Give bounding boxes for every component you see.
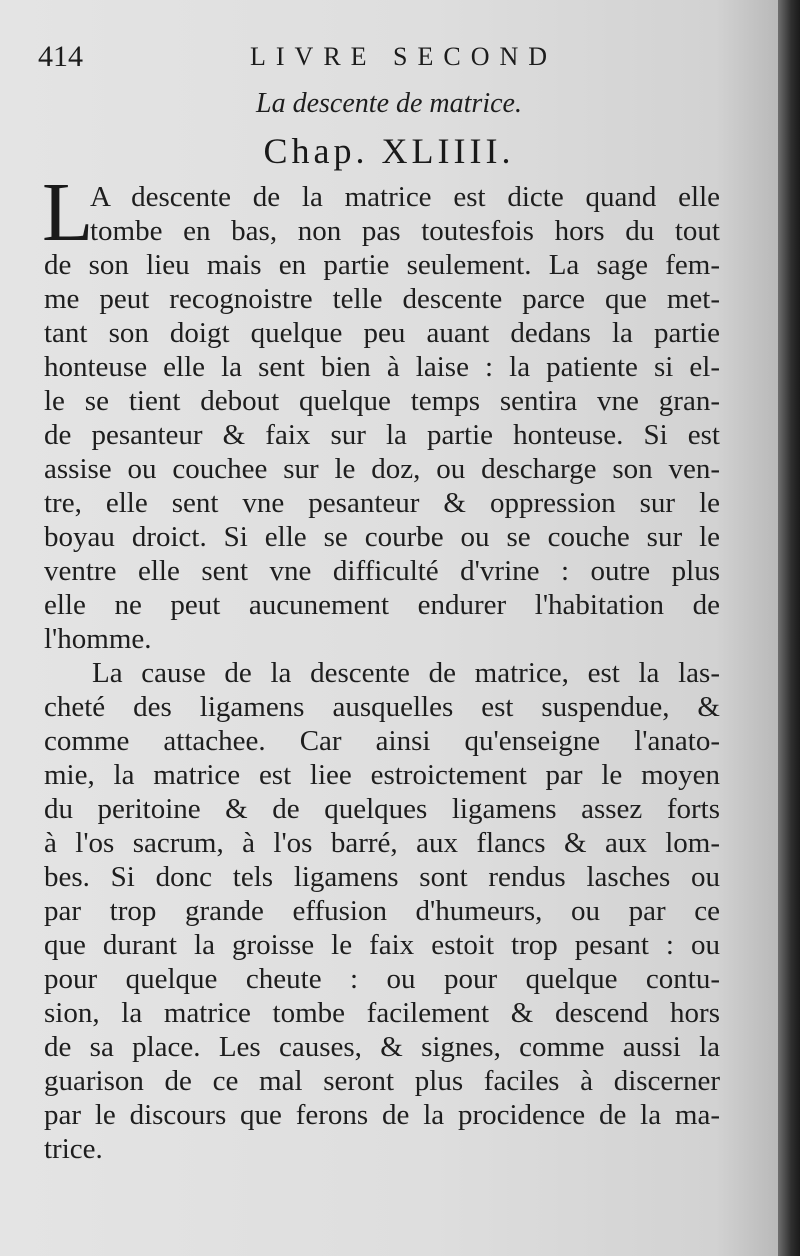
text-line: l'homme.	[44, 623, 152, 655]
text-line: me peut recognoistre telle descente parce que met-	[44, 283, 720, 315]
chapter-subtitle: La descente de matrice.	[256, 88, 522, 119]
text-line: honteuse elle la sent bien à laise : la patiente si el-	[44, 351, 720, 383]
book-title: LIVRE SECOND	[250, 42, 558, 71]
chapter-heading: Chap. XLIIII.	[263, 131, 515, 171]
text-line: assise ou couchee sur le doz, ou descharge son ven-	[44, 453, 720, 485]
text-line: par le discours que ferons de la procidence de la ma-	[44, 1099, 720, 1131]
book-spine-edge	[778, 0, 800, 1256]
text-line: tre, elle sent vne pesanteur & oppression sur le	[44, 487, 720, 519]
paragraph-1	[42, 166, 720, 656]
text-line: La cause de la descente de matrice, est la las-	[92, 657, 720, 689]
text-line: par trop grande effusion d'humeurs, ou par ce	[44, 895, 720, 927]
text-line: A descente de la matrice est dicte quand elle	[90, 181, 720, 213]
body-text	[42, 166, 720, 1166]
paragraph-2	[44, 656, 720, 1166]
text-line: que durant la groisse le faix estoit trop pesant : ou	[44, 929, 720, 961]
text-line: de son lieu mais en partie seulement. La sage fem-	[44, 249, 720, 281]
text-line: de pesanteur & faix sur la partie honteuse. Si est	[44, 419, 720, 451]
text-line: sion, la matrice tombe facilement & descend hors	[44, 997, 720, 1029]
text-line: comme attachee. Car ainsi qu'enseigne l'anato-	[44, 725, 720, 757]
text-line: mie, la matrice est liee estroictement par le moyen	[44, 759, 720, 791]
text-line: tombe en bas, non pas toutesfois hors du tout	[90, 215, 720, 247]
text-line: tant son doigt quelque peu auant dedans la partie	[44, 317, 720, 349]
text-line: bes. Si donc tels ligamens sont rendus lasches ou	[44, 861, 720, 893]
page-number: 414	[38, 40, 83, 73]
text-line: à l'os sacrum, à l'os barré, aux flancs & aux lom-	[44, 827, 720, 859]
text-line: de sa place. Les causes, & signes, comme aussi la	[44, 1031, 720, 1063]
text-line: pour quelque cheute : ou pour quelque contu-	[44, 963, 720, 995]
text-line: guarison de ce mal seront plus faciles à discerner	[44, 1065, 720, 1097]
text-line: boyau droict. Si elle se courbe ou se couche sur le	[44, 521, 720, 553]
text-line: elle ne peut aucunement endurer l'habitation de	[44, 589, 720, 621]
text-line: trice.	[44, 1133, 103, 1165]
text-line: cheté des ligamens ausquelles est suspendue, &	[44, 691, 720, 723]
drop-cap: L	[42, 166, 94, 259]
running-head	[38, 40, 738, 80]
text-line: du peritoine & de quelques ligamens assez forts	[44, 793, 720, 825]
text-line: ventre elle sent vne difficulté d'vrine : outre plus	[44, 555, 720, 587]
text-line: le se tient debout quelque temps sentira vne gran-	[44, 385, 720, 417]
